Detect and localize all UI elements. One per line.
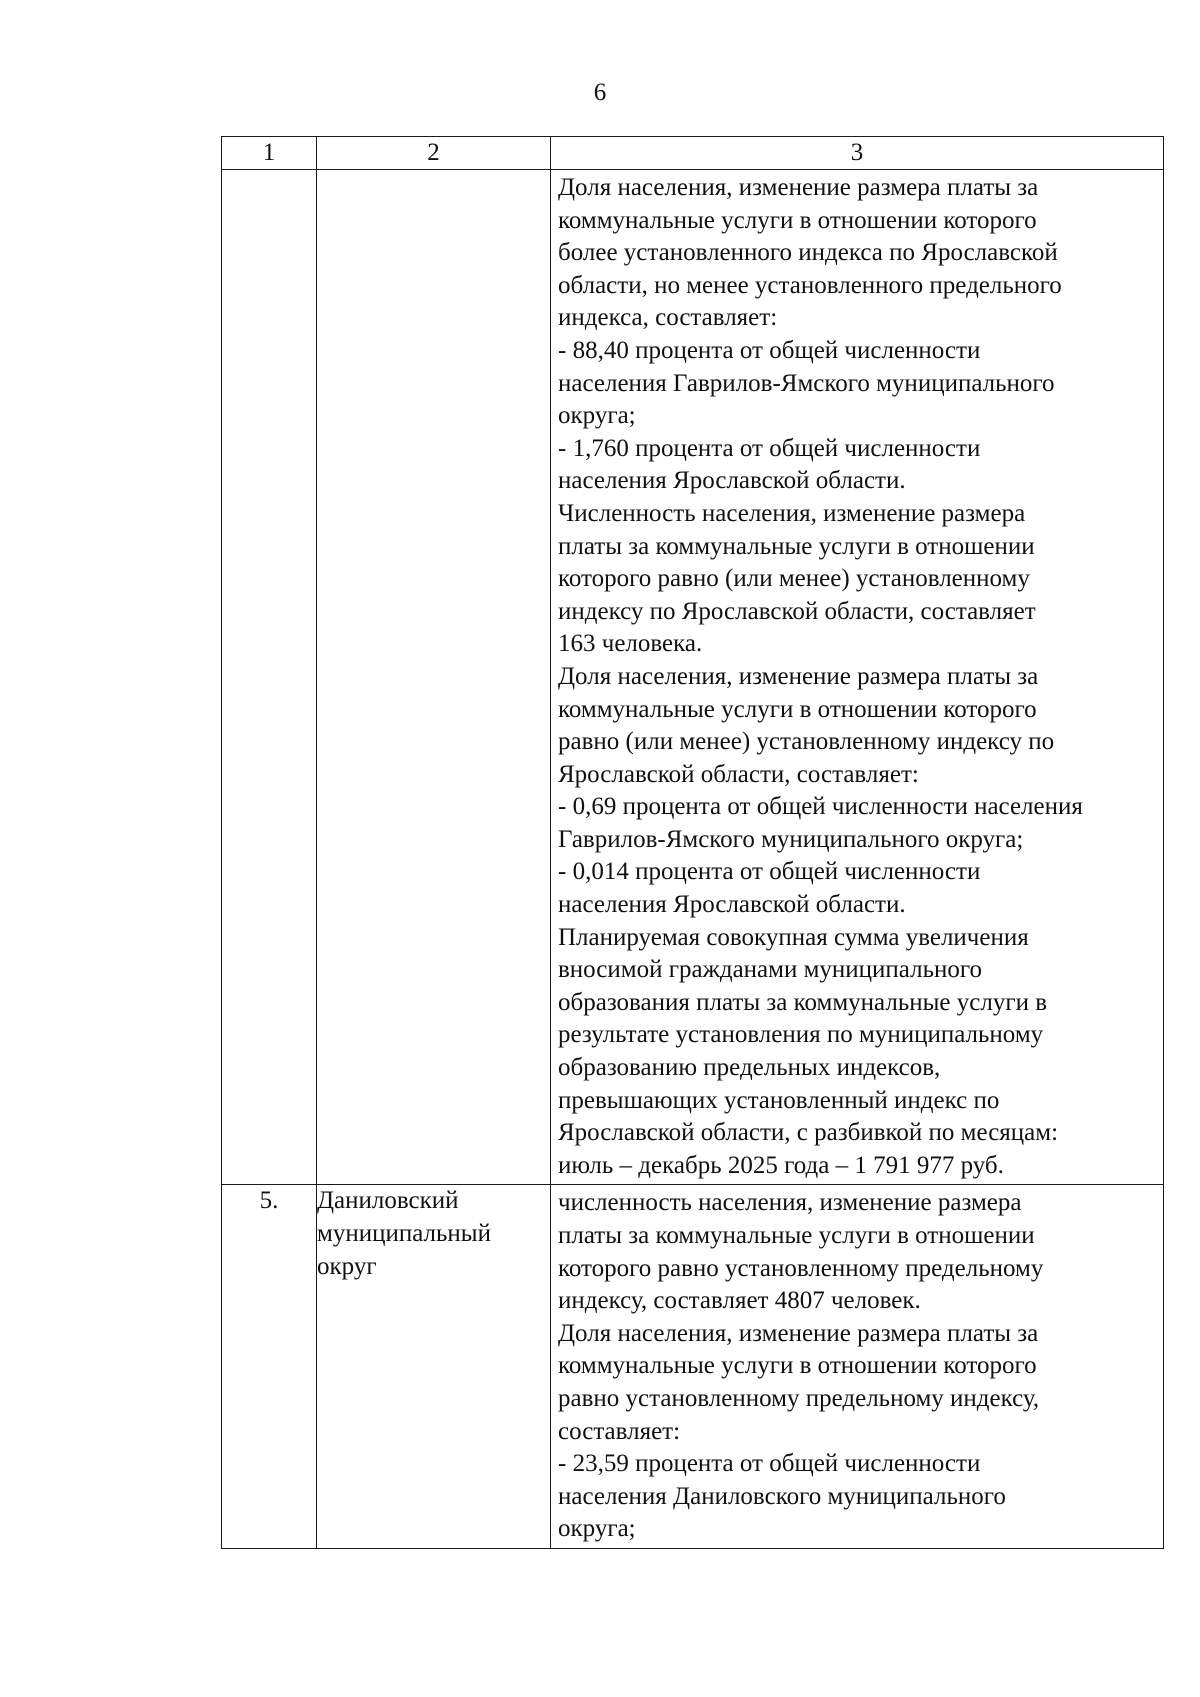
text-line: платы за коммунальные услуги в отношении [558,1222,1035,1249]
text-line: Планируемая совокупная сумма увеличения [558,923,1029,951]
column-number-1: 1 [222,137,317,170]
text-line: вносимой гражданами муниципального [558,956,983,984]
municipality-name-cell [317,1185,551,1549]
text-line: населения Ярославской области. [558,467,906,495]
text-line: округа; [558,402,636,430]
column-number-2: 2 [317,137,551,170]
description-text [551,170,1163,1184]
text-line: - 23,59 процента от общей численности [558,1450,981,1478]
row-number-cell: 5. [222,1185,317,1549]
table-row [222,170,1164,1185]
column-number-3: 3 [551,137,1164,170]
text-line: Даниловский [317,1187,459,1215]
text-line: индексу по Ярославской области, составляет [558,597,1036,625]
text-line: которого равно (или менее) установленному [558,565,1030,593]
page-number: 6 [593,79,607,106]
description-text [551,1185,1163,1548]
text-line: Доля населения, изменение размера платы за [558,1319,1039,1347]
text-line: численность населения, изменение размера [558,1189,1022,1217]
description-cell [551,1185,1164,1549]
text-line: муниципальный [317,1220,491,1247]
table-row [222,1185,1164,1549]
text-line: - 0,014 процента от общей численности [558,858,981,886]
municipality-name-cell [317,170,551,1185]
text-line: округа; [558,1515,636,1543]
text-line: Ярославской области, с разбивкой по месяцам: [558,1119,1059,1147]
text-line: коммунальные услуги в отношении которого [558,206,1037,234]
text-line: населения Ярославской области. [558,891,906,919]
text-line: области, но менее установленного предельного [558,271,1062,299]
data-table [221,136,1164,1549]
table-header-row [222,137,1164,170]
text-line: - 0,69 процента от общей численности населения [558,793,1083,821]
text-line: округ [317,1252,377,1280]
text-line: образованию предельных индексов, [558,1054,941,1082]
text-line: Гаврилов-Ямского муниципального округа; [558,825,1024,853]
text-line: Доля населения, изменение размера платы за [558,662,1039,690]
text-line: 163 человека. [558,630,703,658]
text-line: коммунальные услуги в отношении которого [558,695,1037,723]
text-line: индексу, составляет 4807 человек. [558,1287,921,1315]
text-line: результате установления по муниципальному [558,1021,1044,1049]
description-cell [551,170,1164,1185]
text-line: равно установленному предельному индексу, [558,1384,1040,1412]
text-line: индекса, составляет: [558,304,778,332]
row-number-cell [222,170,317,1185]
text-line: Численность населения, изменение размера [558,499,1026,527]
text-line: платы за коммунальные услуги в отношении [558,532,1035,560]
text-line: коммунальные услуги в отношении которого [558,1352,1037,1380]
text-line: июль – декабрь 2025 года – 1 791 977 руб. [558,1151,1004,1179]
text-line: равно (или менее) установленному индексу по [558,728,1055,756]
text-line: населения Даниловского муниципального [558,1482,1006,1510]
text-line: составляет: [558,1417,681,1445]
text-line: населения Гаврилов-Ямского муниципального [558,369,1055,397]
text-line: - 88,40 процента от общей численности [558,336,981,364]
text-line: которого равно установленному предельному [558,1254,1044,1282]
text-line: превышающих установленный индекс по [558,1086,1000,1114]
text-line: Ярославской области, составляет: [558,760,919,788]
text-line: Доля населения, изменение размера платы за [558,174,1039,201]
text-line: образования платы за коммунальные услуги в [558,988,1048,1016]
text-line: - 1,760 процента от общей численности [558,434,981,462]
text-line: более установленного индекса по Ярославской [558,239,1058,267]
